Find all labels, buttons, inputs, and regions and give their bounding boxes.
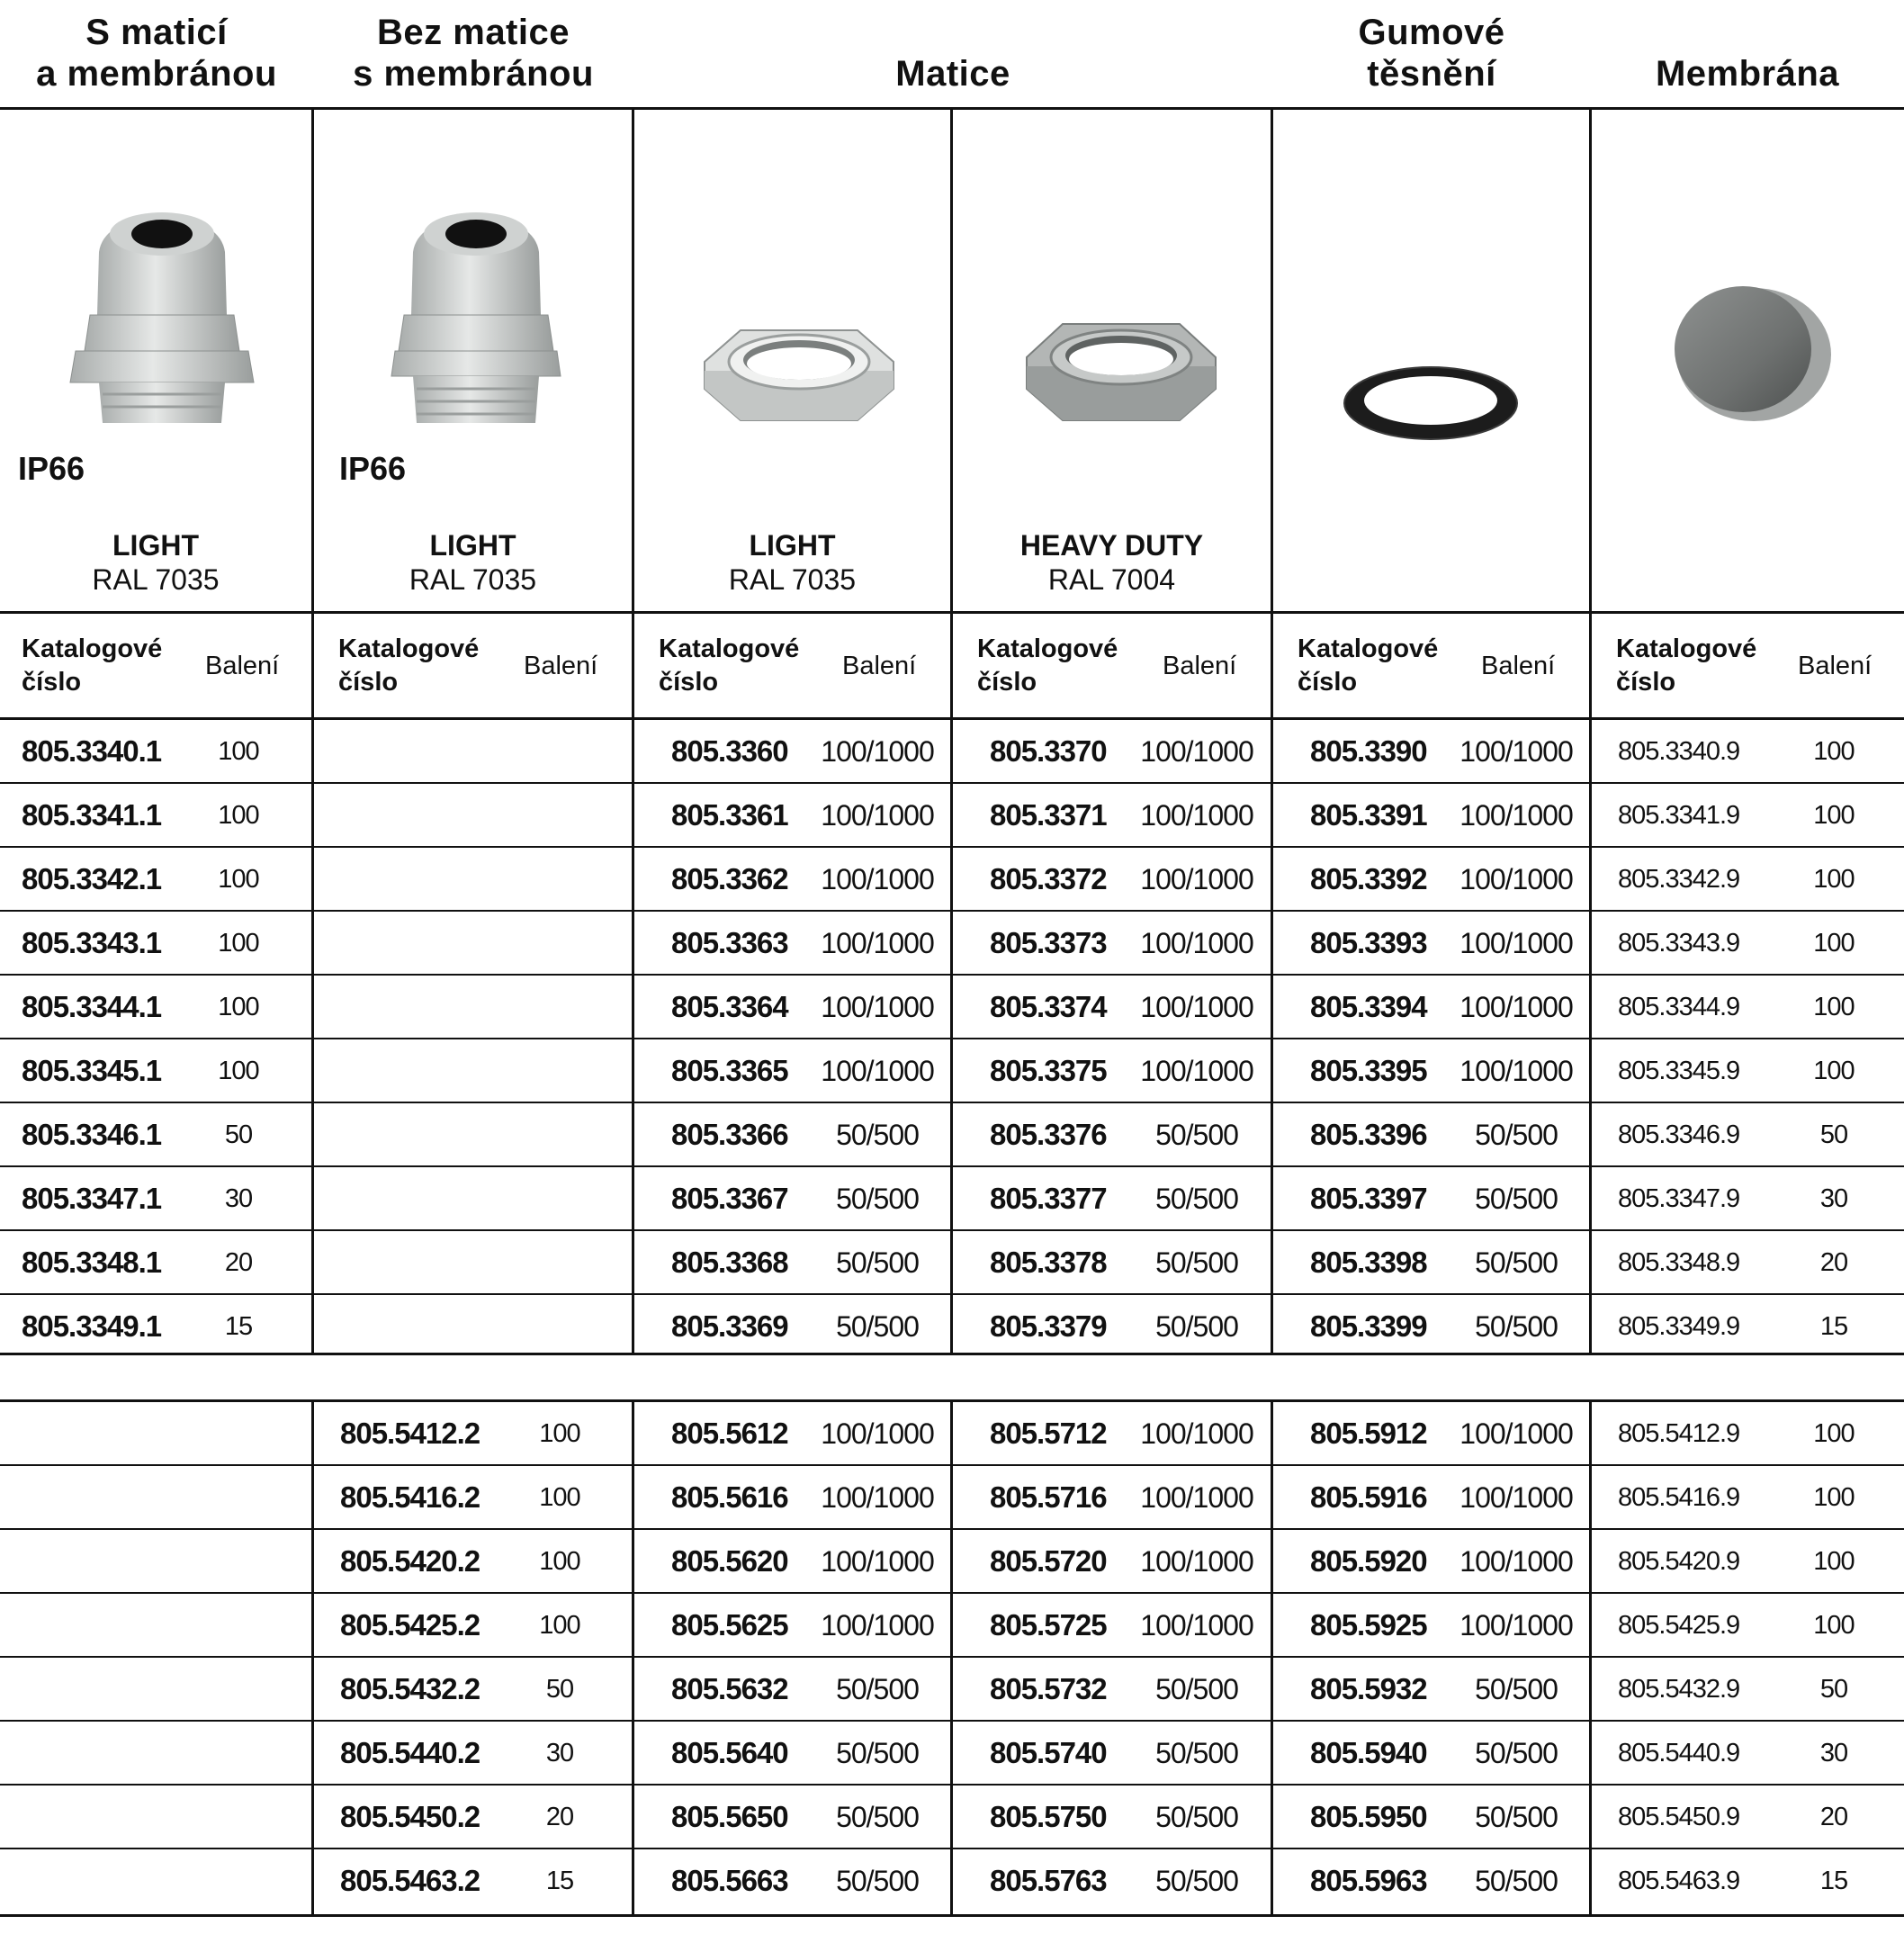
header-line: Bez matice: [377, 13, 570, 52]
table-row: [0, 1594, 1904, 1657]
catalog-number: 805.3391: [1310, 798, 1427, 832]
panel-membrane: [1592, 110, 1904, 612]
catalog-number: 805.3341.1: [22, 798, 162, 832]
catalog-number: 805.3393: [1310, 926, 1427, 959]
package-quantity: 100/1000: [821, 990, 934, 1023]
package-quantity: 100: [1813, 1056, 1855, 1085]
catalog-number: 805.5750: [990, 1800, 1107, 1833]
header-line: a membránou: [36, 54, 277, 94]
catalog-number: 805.3344.9: [1618, 992, 1740, 1021]
catalog-number: 805.3363: [671, 926, 788, 959]
package-quantity: 100/1000: [1459, 798, 1573, 832]
package-quantity: 50/500: [1475, 1736, 1558, 1769]
col-header-cell: [317, 614, 632, 718]
package-quantity: 50/500: [1475, 1246, 1558, 1279]
header-line: Matice: [895, 54, 1010, 94]
package-quantity: [488, 912, 632, 975]
header-line: Katalogové: [338, 634, 480, 663]
header-line: s membránou: [353, 54, 594, 94]
header-membrane: [1591, 0, 1904, 106]
table-row: [0, 1530, 1904, 1593]
ip-rating: IP66: [18, 450, 85, 487]
catalog-number-header: [977, 633, 1118, 699]
table-row: [0, 1466, 1904, 1529]
ral-color: RAL 7035: [409, 563, 537, 596]
package-quantity: 100: [1813, 736, 1855, 766]
col-header-cell: [637, 614, 950, 718]
catalog-number: 805.3360: [671, 734, 788, 768]
catalog-number: 805.5616: [671, 1480, 788, 1514]
catalog-number-header: [338, 633, 479, 699]
catalog-number: 805.5740: [990, 1736, 1107, 1769]
package-quantity: 100: [1813, 1546, 1855, 1576]
package-quantity: 50/500: [1155, 1246, 1238, 1279]
package-header: Balení: [1798, 651, 1873, 680]
col-header-cell: [956, 614, 1271, 718]
catalog-number: 805.3362: [671, 862, 788, 895]
package-quantity: 100/1000: [1459, 1054, 1573, 1087]
package-header: Balení: [1481, 651, 1556, 680]
catalog-number: 805.3366: [671, 1118, 788, 1151]
catalog-number: 805.5920: [1310, 1544, 1427, 1578]
catalog-number: 805.3399: [1310, 1309, 1427, 1343]
catalog-number: 805.5940: [1310, 1736, 1427, 1769]
package-quantity: 50: [1819, 1674, 1848, 1704]
catalog-number: 805.5463.9: [1618, 1866, 1740, 1895]
heavy-duty-locknut-icon: [1018, 308, 1225, 434]
table-row: [0, 720, 1904, 783]
catalog-number: 805.5420.9: [1618, 1546, 1740, 1576]
catalog-number: 805.5412.2: [340, 1417, 480, 1450]
catalog-number: 805.3378: [990, 1246, 1107, 1279]
table-row: [0, 1167, 1904, 1230]
package-quantity: [488, 1231, 632, 1294]
package-quantity: 50/500: [836, 1800, 919, 1833]
package-quantity: 15: [545, 1866, 574, 1895]
package-quantity: [166, 1530, 310, 1593]
ral-color: RAL 7035: [728, 563, 857, 596]
package-quantity: 50: [545, 1674, 574, 1704]
package-quantity: 100: [218, 736, 259, 766]
package-quantity: 100/1000: [1459, 990, 1573, 1023]
package-quantity: 100/1000: [821, 734, 934, 768]
catalog-number: 805.5416.2: [340, 1480, 480, 1514]
package-quantity: 100/1000: [1459, 734, 1573, 768]
table-row: [0, 1786, 1904, 1849]
package-quantity: 15: [1819, 1866, 1848, 1895]
package-quantity: [166, 1722, 310, 1785]
package-quantity: [166, 1466, 310, 1529]
package-header: Balení: [842, 651, 917, 680]
header-line: S maticí: [85, 13, 228, 52]
catalog-number: 805.3374: [990, 990, 1107, 1023]
catalog-number: 805.5440.9: [1618, 1738, 1740, 1768]
header-line: Membrána: [1655, 54, 1840, 94]
catalog-number: 805.3340.1: [22, 734, 162, 768]
table-row: [0, 1849, 1904, 1912]
catalog-number: 805.5425.9: [1618, 1610, 1740, 1640]
cable-gland-with-nut-icon: [63, 198, 270, 432]
package-quantity: 100/1000: [1459, 862, 1573, 895]
header-line: číslo: [1616, 668, 1676, 697]
package-quantity: [488, 976, 632, 1039]
catalog-number: 805.5625: [671, 1608, 788, 1642]
package-quantity: 30: [1819, 1738, 1848, 1768]
header-without-nut-with-membrane: [313, 0, 633, 106]
package-quantity: 100/1000: [1140, 862, 1253, 895]
catalog-number: 805.5640: [671, 1736, 788, 1769]
catalog-number: 805.3397: [1310, 1182, 1427, 1215]
package-quantity: 15: [224, 1311, 253, 1341]
package-quantity: 50/500: [1155, 1118, 1238, 1151]
package-quantity: 100: [218, 992, 259, 1021]
header-rubber-seal: [1272, 0, 1591, 106]
package-header: Balení: [1163, 651, 1237, 680]
package-quantity: 20: [545, 1802, 574, 1831]
package-quantity: 100: [1813, 1482, 1855, 1512]
catalog-number: 805.3373: [990, 926, 1107, 959]
panel-rubber-seal: [1273, 110, 1589, 612]
catalog-number: 805.5916: [1310, 1480, 1427, 1514]
catalog-number: 805.5932: [1310, 1672, 1427, 1705]
package-quantity: 30: [545, 1738, 574, 1768]
variant-label: LIGHT: [749, 529, 836, 562]
package-quantity: 100/1000: [1140, 734, 1253, 768]
catalog-number: 805.3346.1: [22, 1118, 162, 1151]
package-quantity: 100: [539, 1610, 580, 1640]
package-quantity: 100/1000: [1459, 1417, 1573, 1450]
catalog-number-header: [1298, 633, 1438, 699]
package-quantity: 30: [1819, 1183, 1848, 1213]
package-quantity: 50/500: [836, 1864, 919, 1897]
panel-heavy-duty-nut: [953, 110, 1271, 612]
table-row: [0, 976, 1904, 1039]
package-quantity: 50/500: [1155, 1309, 1238, 1343]
catalog-number: 805.3367: [671, 1182, 788, 1215]
package-quantity: 50/500: [1475, 1309, 1558, 1343]
catalog-number: 805.5440.2: [340, 1736, 480, 1769]
package-quantity: 50/500: [1155, 1864, 1238, 1897]
package-quantity: 100: [1813, 928, 1855, 958]
membrane-icon: [1664, 272, 1835, 434]
header-line: číslo: [659, 668, 719, 697]
package-quantity: 100/1000: [1140, 1544, 1253, 1578]
header-line: Katalogové: [22, 634, 163, 663]
cable-gland-without-nut-icon: [377, 198, 584, 432]
table-row: [0, 912, 1904, 975]
catalog-number: 805.3377: [990, 1182, 1107, 1215]
package-quantity: 100: [539, 1546, 580, 1576]
catalog-number: 805.3343.1: [22, 926, 162, 959]
catalog-number: 805.3348.9: [1618, 1247, 1740, 1277]
catalog-number: 805.5416.9: [1618, 1482, 1740, 1512]
catalog-number: 805.3347.1: [22, 1182, 162, 1215]
header-line: číslo: [22, 668, 82, 697]
package-quantity: 100: [218, 864, 259, 894]
catalog-number: 805.5912: [1310, 1417, 1427, 1450]
catalog-number: 805.3396: [1310, 1118, 1427, 1151]
catalog-number: 805.5412.9: [1618, 1418, 1740, 1448]
catalog-number: 805.3349.9: [1618, 1311, 1740, 1341]
catalog-number: 805.5463.2: [340, 1864, 480, 1897]
package-quantity: [488, 1039, 632, 1102]
package-quantity: 100/1000: [1140, 798, 1253, 832]
catalog-number: 805.3365: [671, 1054, 788, 1087]
package-quantity: 50/500: [1155, 1672, 1238, 1705]
package-quantity: 50/500: [1475, 1672, 1558, 1705]
package-quantity: 50: [1819, 1120, 1848, 1149]
header-line: Gumové: [1358, 13, 1505, 52]
package-quantity: 100/1000: [1140, 1054, 1253, 1087]
package-quantity: 100/1000: [1459, 926, 1573, 959]
header-nuts: [633, 0, 1272, 106]
catalog-number: 805.3364: [671, 990, 788, 1023]
catalog-number: 805.5650: [671, 1800, 788, 1833]
package-quantity: 100/1000: [1459, 1608, 1573, 1642]
package-quantity: [488, 1167, 632, 1230]
package-quantity: 100: [1813, 992, 1855, 1021]
table-row: [0, 1039, 1904, 1102]
package-quantity: [166, 1786, 310, 1849]
variant-label: LIGHT: [112, 529, 199, 562]
catalog-number: 805.5720: [990, 1544, 1107, 1578]
variant-label: HEAVY DUTY: [1019, 529, 1204, 562]
header-line: číslo: [338, 668, 399, 697]
package-quantity: [166, 1594, 310, 1657]
catalog-number: 805.5432.9: [1618, 1674, 1740, 1704]
catalog-number: 805.3395: [1310, 1054, 1427, 1087]
package-quantity: 20: [1819, 1802, 1848, 1831]
catalog-number: 805.5763: [990, 1864, 1107, 1897]
table-row: [0, 1295, 1904, 1358]
package-quantity: 50/500: [836, 1246, 919, 1279]
catalog-number: 805.3379: [990, 1309, 1107, 1343]
package-quantity: 50/500: [836, 1736, 919, 1769]
table-row: [0, 1103, 1904, 1166]
catalog-number: 805.5925: [1310, 1608, 1427, 1642]
catalog-number: 805.5432.2: [340, 1672, 480, 1705]
package-quantity: 50/500: [1155, 1800, 1238, 1833]
catalog-number: 805.5716: [990, 1480, 1107, 1514]
package-quantity: 15: [1819, 1311, 1848, 1341]
catalog-number: 805.5425.2: [340, 1608, 480, 1642]
header-with-nut-and-membrane: [0, 0, 313, 106]
catalog-number: 805.5732: [990, 1672, 1107, 1705]
catalog-number: 805.5612: [671, 1417, 788, 1450]
catalog-number: 805.3343.9: [1618, 928, 1740, 958]
catalog-number: 805.5950: [1310, 1800, 1427, 1833]
catalog-number: 805.3344.1: [22, 990, 162, 1023]
header-line: Katalogové: [659, 634, 800, 663]
header-line: těsnění: [1367, 54, 1496, 94]
catalog-number: 805.3347.9: [1618, 1183, 1740, 1213]
package-quantity: [166, 1658, 310, 1721]
table-row: [0, 784, 1904, 847]
package-quantity: 100/1000: [1140, 1417, 1253, 1450]
catalog-number: 805.3340.9: [1618, 736, 1740, 766]
panel-light-nut: [634, 110, 950, 612]
catalog-number-header: [659, 633, 799, 699]
package-quantity: 100/1000: [1140, 1480, 1253, 1514]
catalog-number: 805.5963: [1310, 1864, 1427, 1897]
table-row: [0, 1722, 1904, 1785]
catalog-number: 805.3370: [990, 734, 1107, 768]
catalog-number: 805.3369: [671, 1309, 788, 1343]
catalog-number: 805.3398: [1310, 1246, 1427, 1279]
ral-color: RAL 7035: [92, 563, 220, 596]
col-header-cell: [1276, 614, 1589, 718]
catalog-number-header: [22, 633, 162, 699]
panel-gland-without-nut: [314, 110, 632, 612]
catalog-number: 805.3390: [1310, 734, 1427, 768]
package-quantity: 50/500: [836, 1182, 919, 1215]
package-quantity: 100: [218, 800, 259, 830]
package-quantity: 50/500: [1475, 1800, 1558, 1833]
package-quantity: [488, 848, 632, 911]
package-quantity: 100: [1813, 1610, 1855, 1640]
header-line: číslo: [977, 668, 1037, 697]
package-quantity: 100/1000: [821, 1608, 934, 1642]
catalog-number: 805.3348.1: [22, 1246, 162, 1279]
package-quantity: [166, 1402, 310, 1465]
catalog-number: 805.3346.9: [1618, 1120, 1740, 1149]
catalog-number: 805.3345.9: [1618, 1056, 1740, 1085]
package-quantity: 100: [1813, 864, 1855, 894]
package-quantity: 100: [1813, 800, 1855, 830]
ral-color: RAL 7004: [1047, 563, 1176, 596]
catalog-number: 805.3392: [1310, 862, 1427, 895]
package-quantity: [166, 1849, 310, 1912]
catalog-number: 805.3375: [990, 1054, 1107, 1087]
catalog-number: 805.5420.2: [340, 1544, 480, 1578]
package-quantity: 50/500: [1155, 1736, 1238, 1769]
header-line: Katalogové: [1298, 634, 1439, 663]
package-quantity: [488, 720, 632, 783]
package-quantity: 100/1000: [821, 862, 934, 895]
package-quantity: [488, 1295, 632, 1358]
package-quantity: 100/1000: [821, 798, 934, 832]
catalog-number: 805.5712: [990, 1417, 1107, 1450]
package-quantity: [488, 784, 632, 847]
catalog-number: 805.5725: [990, 1608, 1107, 1642]
package-quantity: 50/500: [1475, 1864, 1558, 1897]
package-quantity: 100: [218, 928, 259, 958]
package-quantity: 50/500: [836, 1309, 919, 1343]
catalog-number: 805.5632: [671, 1672, 788, 1705]
package-quantity: 20: [1819, 1247, 1848, 1277]
package-quantity: 100: [539, 1482, 580, 1512]
package-quantity: 50/500: [836, 1672, 919, 1705]
catalog-number: 805.3341.9: [1618, 800, 1740, 830]
package-quantity: 100/1000: [1459, 1480, 1573, 1514]
catalog-number: 805.3394: [1310, 990, 1427, 1023]
package-quantity: 100/1000: [1140, 926, 1253, 959]
catalog-number: 805.3349.1: [22, 1309, 162, 1343]
package-quantity: 50/500: [836, 1118, 919, 1151]
catalog-number: 805.3345.1: [22, 1054, 162, 1087]
header-line: Katalogové: [977, 634, 1118, 663]
ip-rating: IP66: [339, 450, 407, 487]
package-quantity: 50/500: [1155, 1182, 1238, 1215]
package-quantity: 100: [1813, 1418, 1855, 1448]
catalog-number: 805.5450.2: [340, 1800, 480, 1833]
package-quantity: 50: [224, 1120, 253, 1149]
catalog-number-header: [1616, 633, 1756, 699]
catalog-number: 805.5663: [671, 1864, 788, 1897]
package-quantity: 50/500: [1475, 1182, 1558, 1215]
catalog-number: 805.3361: [671, 798, 788, 832]
package-quantity: 100/1000: [821, 1054, 934, 1087]
catalog-number: 805.3376: [990, 1118, 1107, 1151]
package-quantity: 100/1000: [821, 1417, 934, 1450]
package-quantity: 100/1000: [1140, 990, 1253, 1023]
catalog-number: 805.3368: [671, 1246, 788, 1279]
rubber-seal-ring-icon: [1336, 358, 1525, 448]
table-row: [0, 1402, 1904, 1465]
panel-gland-with-nut: [0, 110, 311, 612]
col-header-cell: [0, 614, 311, 718]
table-row: [0, 1231, 1904, 1294]
table-row: [0, 848, 1904, 911]
catalog-number: 805.3342.1: [22, 862, 162, 895]
catalog-number: 805.3371: [990, 798, 1107, 832]
package-quantity: 100: [539, 1418, 580, 1448]
col-header-cell: [1594, 614, 1904, 718]
variant-label: LIGHT: [429, 529, 516, 562]
package-quantity: 100/1000: [821, 1544, 934, 1578]
package-quantity: 50/500: [1475, 1118, 1558, 1151]
catalog-number: 805.3372: [990, 862, 1107, 895]
package-quantity: 20: [224, 1247, 253, 1277]
header-line: Katalogové: [1616, 634, 1757, 663]
table-row: [0, 1658, 1904, 1721]
package-quantity: 100/1000: [821, 1480, 934, 1514]
package-quantity: [488, 1103, 632, 1166]
package-quantity: 100: [218, 1056, 259, 1085]
package-quantity: 30: [224, 1183, 253, 1213]
package-quantity: 100/1000: [1140, 1608, 1253, 1642]
header-line: číslo: [1298, 668, 1358, 697]
package-header: Balení: [524, 651, 598, 680]
light-locknut-icon: [696, 317, 903, 434]
package-quantity: 100/1000: [821, 926, 934, 959]
catalog-number: 805.3342.9: [1618, 864, 1740, 894]
catalog-number: 805.5450.9: [1618, 1802, 1740, 1831]
package-header: Balení: [205, 651, 280, 680]
catalog-number: 805.5620: [671, 1544, 788, 1578]
package-quantity: 100/1000: [1459, 1544, 1573, 1578]
